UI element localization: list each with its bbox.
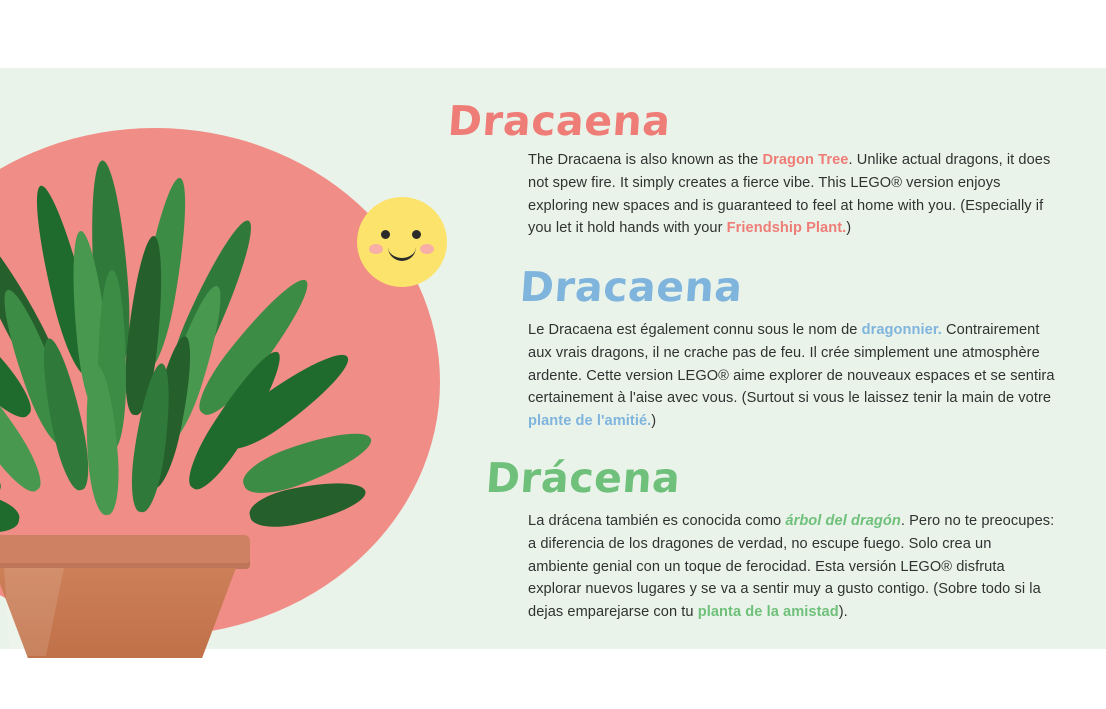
text-content-column — [446, 97, 1068, 628]
french-link-plante-amitie[interactable]: plante de l'amitié. — [528, 413, 652, 430]
french-paragraph — [528, 319, 1056, 433]
english-text-part2: . Unlike actual dragons, it does not spew fire. It simply creates a fierce vibe. This LEGO® version enjoys exploring new spaces and is guaranteed to feel at home with you. (Especially if you let it hold hands with your — [528, 152, 1051, 237]
smiley-eye-right — [412, 230, 421, 239]
spanish-text-part3: ). — [838, 604, 848, 621]
smiley-mouth — [388, 242, 416, 261]
french-heading: Dracaena — [518, 263, 745, 312]
english-text-part3: ) — [846, 220, 852, 237]
spanish-link-arbol-del-dragon[interactable]: árbol del dragón — [785, 513, 901, 530]
english-section — [446, 97, 1068, 240]
terracotta-pot — [0, 535, 250, 655]
french-link-dragonnier[interactable]: dragonnier. — [861, 322, 942, 339]
smiley-eye-left — [381, 230, 390, 239]
smiley-cheek-right — [420, 244, 434, 254]
spanish-text-part1: La drácena también es conocida como — [528, 513, 786, 530]
smiley-face-icon — [357, 197, 447, 287]
french-section — [448, 263, 1068, 433]
french-text-part3: ) — [651, 413, 657, 430]
french-text-part2: Contrairement aux vrais dragons, il ne crache pas de feu. Il crée simplement une atmosphère ardente. Cette version LEGO® aime explorer de nouveaux espaces et se sentira certainement à l'aise avec vous. (Surtout si vous le laissez tenir la main de votre — [528, 322, 1055, 407]
smiley-cheek-left — [369, 244, 383, 254]
english-paragraph — [528, 149, 1056, 240]
english-link-friendship-plant[interactable]: Friendship Plant. — [726, 220, 847, 237]
french-text-part1: Le Dracaena est également connu sous le nom de — [528, 322, 862, 339]
spanish-heading: Drácena — [484, 453, 683, 502]
dracaena-plant-illustration — [0, 150, 320, 670]
plant-leaf — [0, 480, 22, 538]
spanish-link-planta-amistad[interactable]: planta de la amistad — [697, 604, 839, 621]
spanish-section — [448, 453, 1068, 624]
spanish-text-part2: . Pero no te preocupes: a diferencia de los dragones de verdad, no escupe fuego. Solo crea un ambiente genial con un toque de ferocidad. Esta versión LEGO® disfruta explorar nuevos lugares y se va a sentir muy a gusto contigo. (Sobre todo si la dejas emparejarse con tu — [528, 513, 1055, 621]
spanish-paragraph — [528, 510, 1056, 624]
plant-foliage — [0, 150, 310, 550]
english-heading: Dracaena — [446, 97, 673, 145]
english-link-dragon-tree[interactable]: Dragon Tree — [762, 152, 849, 169]
pot-rim — [0, 535, 250, 569]
english-text-part1: The Dracaena is also known as the — [528, 152, 763, 169]
